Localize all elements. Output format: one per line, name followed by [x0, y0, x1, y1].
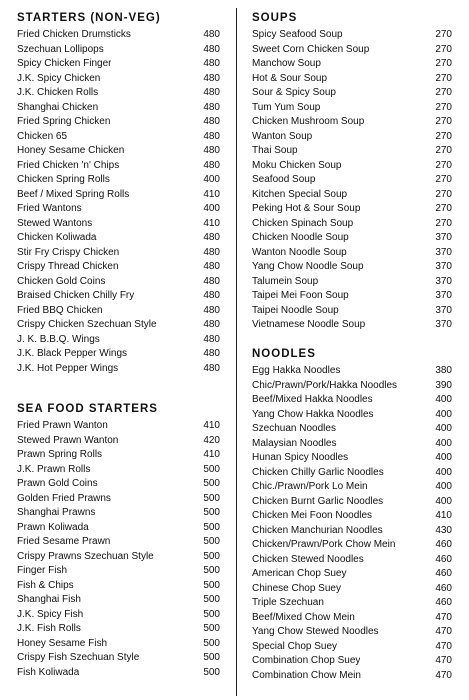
- menu-item: [17, 144, 220, 159]
- menu-item-price: 410: [203, 420, 220, 431]
- menu-item: [17, 651, 220, 666]
- menu-item-name: Taipei Mei Foon Soup: [252, 290, 349, 301]
- menu-item-price: 500: [203, 623, 220, 634]
- menu-item-price: 500: [203, 579, 220, 591]
- menu-item-name: Chicken Chilly Garlic Noodles: [252, 466, 384, 478]
- menu-item: [252, 524, 452, 539]
- section-heading: STARTERS (NON-VEG): [17, 12, 161, 24]
- menu-item-name: Yang Chow Hakka Noodles: [252, 408, 374, 420]
- menu-item-name: Sour & Spicy Soup: [252, 87, 336, 98]
- menu-item-price: 270: [435, 101, 452, 113]
- menu-item-name: Shanghai Prawns: [17, 507, 96, 518]
- menu-item-name: Prawn Koliwada: [17, 521, 89, 533]
- menu-item: [252, 43, 452, 58]
- menu-item: [252, 101, 452, 116]
- menu-item-name: Chicken/Prawn/Pork Chow Mein: [252, 539, 396, 550]
- menu-item-price: 270: [435, 130, 452, 142]
- menu-item-price: 460: [435, 539, 452, 550]
- menu-item-name: Stewed Wantons: [17, 217, 93, 229]
- menu-item-name: Beef/Mixed Hakka Noodles: [252, 394, 373, 405]
- menu-item-price: 500: [203, 652, 220, 663]
- menu-item: [252, 567, 452, 582]
- menu-item-price: 420: [203, 434, 220, 446]
- menu-item-price: 480: [203, 43, 220, 55]
- menu-item-price: 460: [435, 568, 452, 579]
- menu-item-name: Golden Fried Prawns: [17, 492, 111, 504]
- menu-item: [17, 333, 220, 348]
- menu-item-name: Honey Sesame Chicken: [17, 145, 125, 156]
- menu-item-price: 480: [203, 348, 220, 359]
- menu-item: [252, 596, 452, 611]
- menu-item-price: 410: [203, 188, 220, 200]
- menu-item-name: Chicken Mushroom Soup: [252, 116, 365, 127]
- item-list: [252, 28, 452, 333]
- menu-item-name: Sweet Corn Chicken Soup: [252, 43, 370, 55]
- menu-item: [252, 260, 452, 275]
- menu-item: [252, 28, 452, 43]
- menu-item-name: Yang Chow Stewed Noodles: [252, 626, 379, 637]
- menu-item: [252, 408, 452, 423]
- menu-item: [17, 506, 220, 521]
- menu-item-name: Talumein Soup: [252, 275, 319, 287]
- menu-item-price: 270: [435, 87, 452, 98]
- menu-item-price: 400: [435, 481, 452, 492]
- menu-item-name: Fried BBQ Chicken: [17, 304, 103, 316]
- menu-item-name: Wanton Noodle Soup: [252, 246, 347, 258]
- menu-item-name: Prawn Gold Coins: [17, 478, 98, 489]
- menu-item-name: Szechuan Noodles: [252, 423, 336, 434]
- section-heading: NOODLES: [252, 348, 316, 360]
- menu-item-price: 480: [203, 275, 220, 287]
- menu-item: [17, 101, 220, 116]
- menu-item: [17, 72, 220, 87]
- menu-item-price: 460: [435, 582, 452, 594]
- menu-item: [17, 43, 220, 58]
- menu-item-price: 480: [203, 145, 220, 156]
- section-soups: [252, 11, 452, 333]
- menu-item: [252, 159, 452, 174]
- menu-item-price: 270: [435, 217, 452, 229]
- item-list: [17, 419, 220, 680]
- menu-item-name: J. K. B.B.Q. Wings: [17, 333, 100, 345]
- menu-item-price: 400: [435, 495, 452, 507]
- menu-item-price: 410: [203, 449, 220, 460]
- menu-item-price: 270: [435, 116, 452, 127]
- menu-item: [252, 611, 452, 626]
- menu-item-price: 480: [203, 304, 220, 316]
- menu-item: [17, 28, 220, 43]
- menu-item-price: 480: [203, 58, 220, 69]
- menu-item: [17, 521, 220, 536]
- menu-item: [252, 304, 452, 319]
- menu-item: [252, 246, 452, 261]
- menu-item-name: Fried Wantons: [17, 203, 82, 214]
- menu-item-price: 500: [203, 637, 220, 649]
- menu-item: [252, 379, 452, 394]
- menu-item-price: 480: [203, 319, 220, 330]
- menu-item-price: 400: [435, 466, 452, 478]
- menu-item-price: 400: [435, 394, 452, 405]
- menu-item: [252, 495, 452, 510]
- menu-item-name: Wanton Soup: [252, 130, 313, 142]
- menu-item: [252, 451, 452, 466]
- menu-item-name: Crispy Fish Szechuan Style: [17, 652, 140, 663]
- menu-item: [17, 622, 220, 637]
- menu-item-name: Fried Chicken Drumsticks: [17, 29, 131, 40]
- menu-item: [17, 448, 220, 463]
- menu-item: [17, 86, 220, 101]
- menu-item-price: 410: [203, 217, 220, 229]
- menu-item: [252, 509, 452, 524]
- menu-item-name: J.K. Black Pepper Wings: [17, 348, 128, 359]
- menu-item-price: 430: [435, 524, 452, 536]
- menu-item-price: 370: [435, 290, 452, 301]
- menu-item: [17, 289, 220, 304]
- menu-item-price: 400: [203, 203, 220, 214]
- menu-item: [252, 466, 452, 481]
- item-list: [17, 28, 220, 376]
- menu-item-price: 380: [435, 365, 452, 376]
- menu-item-name: Fried Spring Chicken: [17, 116, 111, 127]
- menu-item-name: Kitchen Special Soup: [252, 188, 348, 200]
- menu-item: [17, 130, 220, 145]
- menu-item: [17, 275, 220, 290]
- menu-item-price: 500: [203, 507, 220, 518]
- menu-item-name: Chicken Spring Rolls: [17, 174, 110, 185]
- menu-item: [252, 422, 452, 437]
- menu-item-price: 270: [435, 58, 452, 69]
- menu-item: [17, 347, 220, 362]
- menu-item-name: Combination Chop Suey: [252, 655, 361, 666]
- menu-item-name: Hunan Spicy Noodles: [252, 452, 349, 463]
- menu-item-price: 270: [435, 159, 452, 171]
- menu-item-price: 470: [435, 669, 452, 681]
- menu-item: [252, 553, 452, 568]
- menu-item-price: 480: [203, 101, 220, 113]
- menu-item-price: 370: [435, 304, 452, 316]
- section-sea-food-starters: [17, 402, 220, 680]
- menu-item-name: J.K. Hot Pepper Wings: [17, 362, 119, 374]
- menu-item-name: Manchow Soup: [252, 58, 321, 69]
- menu-item: [17, 115, 220, 130]
- menu-item-name: Combination Chow Mein: [252, 669, 361, 681]
- menu-item: [252, 173, 452, 188]
- menu-item-name: Chicken Noodle Soup: [252, 232, 349, 243]
- menu-item: [252, 86, 452, 101]
- menu-item-price: 480: [203, 333, 220, 345]
- menu-item-price: 500: [203, 608, 220, 620]
- menu-item-price: 480: [203, 159, 220, 171]
- menu-item: [252, 231, 452, 246]
- menu-item: [252, 275, 452, 290]
- menu-item: [252, 318, 452, 333]
- menu-item-name: Finger Fish: [17, 565, 68, 576]
- menu-item-name: Szechuan Lollipops: [17, 43, 104, 55]
- menu-item-name: Chicken Stewed Noodles: [252, 553, 364, 565]
- column-divider: [236, 8, 237, 696]
- menu-item-price: 270: [435, 188, 452, 200]
- menu-item-name: Thai Soup: [252, 145, 298, 156]
- menu-item-name: Vietnamese Noodle Soup: [252, 319, 366, 330]
- menu-item-name: Spicy Seafood Soup: [252, 29, 343, 40]
- menu-item: [252, 289, 452, 304]
- menu-item-name: Peking Hot & Sour Soup: [252, 203, 361, 214]
- menu-item-price: 470: [435, 626, 452, 637]
- menu-item-name: Special Chop Suey: [252, 640, 338, 652]
- section-heading: SOUPS: [252, 12, 298, 24]
- menu-item: [252, 538, 452, 553]
- section-starters-non-veg: [17, 11, 220, 376]
- menu-item-price: 480: [203, 116, 220, 127]
- menu-item-name: Chinese Chop Suey: [252, 582, 341, 594]
- menu-item-name: Triple Szechuan: [252, 597, 324, 608]
- menu-item-price: 480: [203, 87, 220, 98]
- menu-item-price: 460: [435, 597, 452, 608]
- menu-item: [17, 637, 220, 652]
- menu-item-name: Beef/Mixed Chow Mein: [252, 611, 355, 623]
- menu-item-name: Taipei Noodle Soup: [252, 304, 339, 316]
- menu-item: [252, 364, 452, 379]
- menu-item-price: 500: [203, 666, 220, 678]
- menu-item: [17, 579, 220, 594]
- menu-item-name: Prawn Spring Rolls: [17, 449, 103, 460]
- menu-item: [252, 625, 452, 640]
- menu-item: [17, 173, 220, 188]
- menu-item-price: 270: [435, 43, 452, 55]
- menu-item-name: Egg Hakka Noodles: [252, 365, 341, 376]
- menu-item: [17, 434, 220, 449]
- menu-item: [252, 437, 452, 452]
- menu-item-price: 270: [435, 174, 452, 185]
- menu-item: [17, 564, 220, 579]
- menu-item: [17, 159, 220, 174]
- menu-item-price: 370: [435, 232, 452, 243]
- menu-item-price: 400: [435, 423, 452, 434]
- menu-item-name: Moku Chicken Soup: [252, 159, 342, 171]
- menu-item: [17, 318, 220, 333]
- menu-item: [17, 246, 220, 261]
- menu-item-name: Crispy Thread Chicken: [17, 261, 119, 272]
- menu-item-price: 470: [435, 655, 452, 666]
- menu-item-name: Chicken Koliwada: [17, 232, 97, 243]
- menu-item-name: J.K. Prawn Rolls: [17, 463, 91, 475]
- menu-item: [252, 480, 452, 495]
- menu-item: [252, 188, 452, 203]
- menu-item-name: American Chop Suey: [252, 568, 347, 579]
- menu-item-name: Chicken Manchurian Noodles: [252, 524, 383, 536]
- menu-item-price: 500: [203, 521, 220, 533]
- menu-item: [17, 492, 220, 507]
- menu-item: [252, 217, 452, 232]
- menu-item-name: Beef / Mixed Spring Rolls: [17, 188, 130, 200]
- menu-item: [17, 188, 220, 203]
- menu-item: [17, 57, 220, 72]
- menu-item: [17, 666, 220, 681]
- menu-item-price: 370: [435, 261, 452, 272]
- menu-item-name: Shanghai Chicken: [17, 101, 99, 113]
- menu-item-price: 400: [203, 174, 220, 185]
- menu-item-name: Spicy Chicken Finger: [17, 58, 112, 69]
- menu-item-name: Braised Chicken Chilly Fry: [17, 290, 135, 301]
- menu-item-name: Chicken 65: [17, 130, 68, 142]
- menu-item-name: Seafood Soup: [252, 174, 316, 185]
- menu-item-price: 470: [435, 611, 452, 623]
- menu-item-price: 270: [435, 203, 452, 214]
- menu-item-price: 400: [435, 408, 452, 420]
- menu-item: [17, 608, 220, 623]
- menu-item-name: Stir Fry Crispy Chicken: [17, 246, 120, 258]
- menu-item: [17, 202, 220, 217]
- menu-item-name: Chicken Mei Foon Noodles: [252, 510, 373, 521]
- menu-item-name: J.K. Fish Rolls: [17, 623, 81, 634]
- menu-item-price: 500: [203, 463, 220, 475]
- menu-item-price: 480: [203, 261, 220, 272]
- menu-item-name: Fried Chicken 'n' Chips: [17, 159, 120, 171]
- menu-item: [252, 130, 452, 145]
- menu-item-price: 500: [203, 594, 220, 605]
- menu-item: [252, 669, 452, 684]
- section-heading: SEA FOOD STARTERS: [17, 403, 158, 415]
- menu-item-price: 460: [435, 553, 452, 565]
- menu-item: [252, 202, 452, 217]
- menu-item-name: Crispy Chicken Szechuan Style: [17, 319, 157, 330]
- menu-item-price: 480: [203, 130, 220, 142]
- menu-item-price: 500: [203, 565, 220, 576]
- menu-item-name: Malaysian Noodles: [252, 437, 337, 449]
- menu-item-price: 480: [203, 232, 220, 243]
- menu-item: [17, 535, 220, 550]
- menu-item-price: 480: [203, 362, 220, 374]
- menu-item-name: Chic/Prawn/Pork/Hakka Noodles: [252, 379, 398, 391]
- menu-item-name: Stewed Prawn Wanton: [17, 434, 119, 446]
- menu-item-price: 270: [435, 72, 452, 84]
- menu-item-name: Hot & Sour Soup: [252, 72, 328, 84]
- menu-item-price: 500: [203, 550, 220, 562]
- menu-item-price: 470: [435, 640, 452, 652]
- menu-item-name: Fish & Chips: [17, 579, 74, 591]
- menu-item-name: J.K. Spicy Fish: [17, 608, 84, 620]
- menu-item-name: Chicken Gold Coins: [17, 275, 106, 287]
- menu-item-name: Chic./Prawn/Pork Lo Mein: [252, 481, 368, 492]
- menu-item: [17, 231, 220, 246]
- menu-item: [252, 144, 452, 159]
- item-list: [252, 364, 452, 683]
- menu-item: [17, 550, 220, 565]
- menu-item-price: 480: [203, 290, 220, 301]
- menu-item: [17, 463, 220, 478]
- menu-item-price: 370: [435, 246, 452, 258]
- menu-item-name: Chicken Burnt Garlic Noodles: [252, 495, 384, 507]
- menu-item-price: 480: [203, 29, 220, 40]
- menu-item-name: Fried Prawn Wanton: [17, 420, 108, 431]
- menu-item-name: Fish Koliwada: [17, 666, 80, 678]
- menu-item-price: 400: [435, 452, 452, 463]
- menu-item-name: Shanghai Fish: [17, 594, 81, 605]
- menu-item-price: 390: [435, 379, 452, 391]
- menu-item: [17, 593, 220, 608]
- menu-item: [252, 582, 452, 597]
- menu-item: [252, 72, 452, 87]
- menu-item-name: J.K. Spicy Chicken: [17, 72, 101, 84]
- menu-item-name: Honey Sesame Fish: [17, 637, 108, 649]
- menu-item: [252, 393, 452, 408]
- menu-item: [17, 419, 220, 434]
- menu-item: [252, 115, 452, 130]
- section-noodles: [252, 347, 452, 683]
- menu-item-price: 500: [203, 492, 220, 504]
- menu-item-name: Crispy Prawns Szechuan Style: [17, 550, 154, 562]
- menu-item: [17, 304, 220, 319]
- menu-item-price: 500: [203, 478, 220, 489]
- menu-item-name: Yang Chow Noodle Soup: [252, 261, 364, 272]
- menu-item: [252, 57, 452, 72]
- menu-item-price: 400: [435, 437, 452, 449]
- menu-item-price: 370: [435, 319, 452, 330]
- menu-item-name: Fried Sesame Prawn: [17, 536, 111, 547]
- menu-item-price: 480: [203, 246, 220, 258]
- menu-item-price: 270: [435, 29, 452, 40]
- menu-item: [252, 654, 452, 669]
- menu-item-name: Tum Yum Soup: [252, 101, 321, 113]
- menu-item-price: 480: [203, 72, 220, 84]
- menu-item: [17, 477, 220, 492]
- menu-item-price: 370: [435, 275, 452, 287]
- menu-item-name: Chicken Spinach Soup: [252, 217, 354, 229]
- menu-item-name: J.K. Chicken Rolls: [17, 87, 99, 98]
- menu-item-price: 410: [435, 510, 452, 521]
- menu-item: [17, 362, 220, 377]
- menu-item: [17, 217, 220, 232]
- menu-item-price: 500: [203, 536, 220, 547]
- menu-item-price: 270: [435, 145, 452, 156]
- menu-item: [252, 640, 452, 655]
- menu-item: [17, 260, 220, 275]
